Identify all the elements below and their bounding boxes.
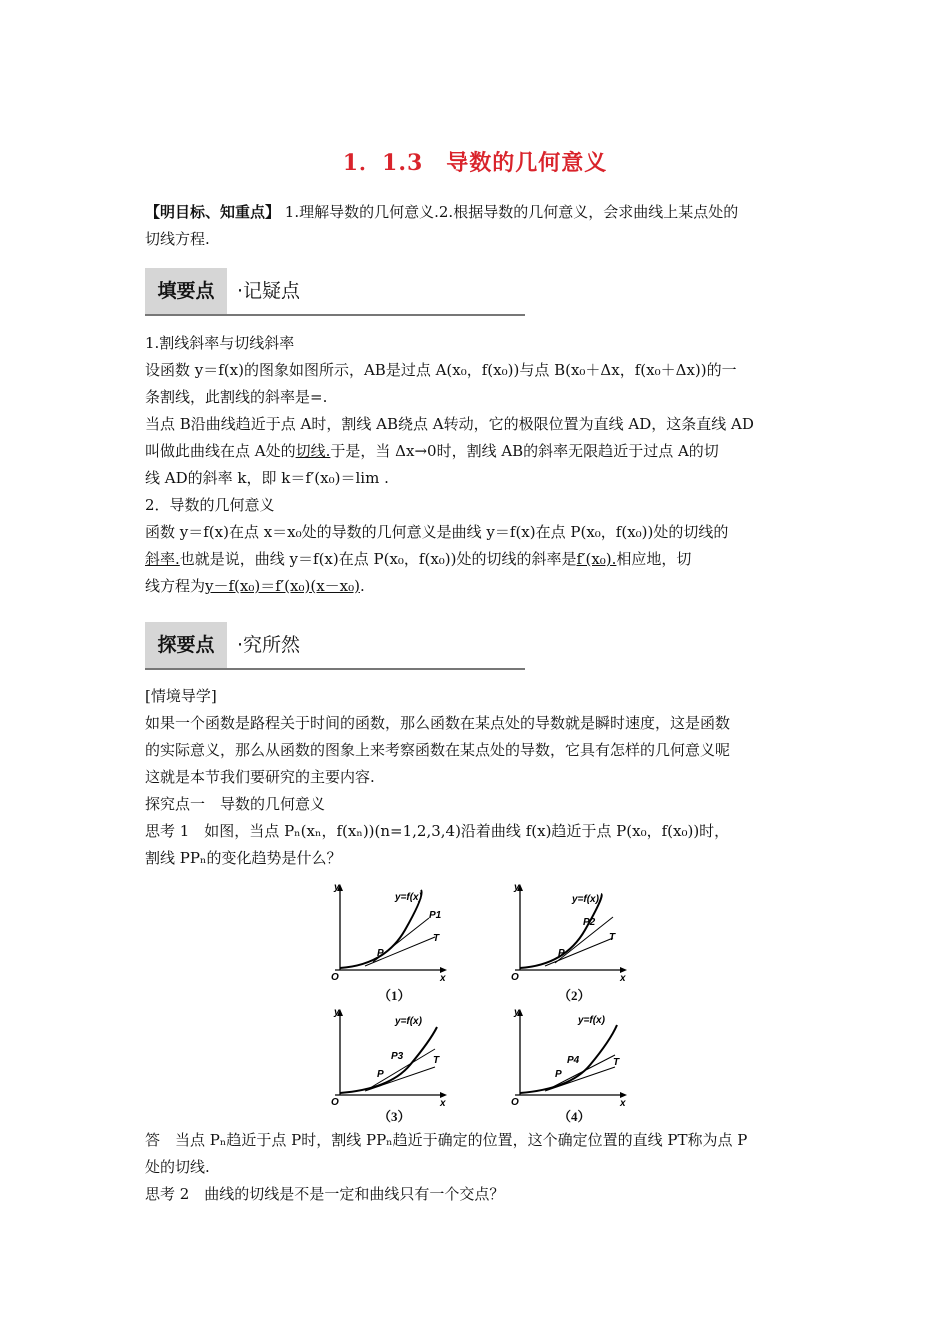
think-1: 思考 1 如图，当点 Pₙ(xₙ，f(xₙ))(n=1,2,3,4)沿着曲线 f(x)趋近于点 P(x₀，f(x₀))时， <box>145 822 730 840</box>
learning-goals <box>145 199 810 253</box>
text-span: 叫做此曲线在点 A处的 <box>145 442 296 460</box>
section2-body <box>145 683 810 872</box>
graph-secant-1 <box>325 880 455 985</box>
heading-geometric-meaning: 2．导数的几何意义 <box>145 496 275 514</box>
point-p-label: P <box>555 1069 562 1080</box>
figure-caption: （3） <box>378 1109 411 1124</box>
section-subtitle: ·记疑点 <box>237 280 301 302</box>
goals-line-1: 1.理解导数的几何意义.2.根据导数的几何意义，会求曲线上某点处的 <box>284 203 739 221</box>
explore-heading: 探究点一 导数的几何意义 <box>145 795 326 813</box>
section1-body <box>145 330 810 600</box>
origin-label: O <box>511 1097 519 1108</box>
think-1-cont: 割线 PPₙ的变化趋势是什么？ <box>145 849 342 867</box>
section-box: 填要点 <box>145 268 227 314</box>
figure-4 <box>505 1005 635 1114</box>
tangent-label: T <box>433 933 440 944</box>
answer-1: 答 当点 Pₙ趋近于点 P时，割线 PPₙ趋近于确定的位置，这个确定位置的直线 PT称为点 P <box>145 1131 748 1149</box>
origin-label: O <box>331 972 339 983</box>
graph-secant-3 <box>325 1005 455 1110</box>
x-axis-label: x <box>440 973 446 984</box>
section-header-fill-points <box>145 268 525 316</box>
page-title: 1．1.3 导数的几何意义 <box>342 150 608 176</box>
text-line: 条割线，此割线的斜率是=. <box>145 388 328 406</box>
heading-secant-tangent: 1.割线斜率与切线斜率 <box>145 334 295 352</box>
graph-secant-2 <box>505 880 635 985</box>
y-axis-label: y <box>334 1007 340 1018</box>
text-line <box>145 573 810 600</box>
blank-answer: y－f(x₀)＝f′(x₀)(x－x₀) <box>205 577 360 595</box>
graph-secant-4 <box>505 1005 635 1110</box>
point-pn-label: P3 <box>391 1051 404 1062</box>
point-p-label: P <box>377 948 384 959</box>
figure-1 <box>325 880 455 989</box>
text-line: 的实际意义，那么从函数的图象上来考察函数在某点处的导数，它具有怎样的几何意义呢 <box>145 741 731 759</box>
section-header-explore <box>145 622 525 670</box>
text-span: . <box>360 577 365 595</box>
y-axis-label: y <box>514 1007 520 1018</box>
text-span: 于是，当 Δx→0时，割线 AB的斜率无限趋近于过点 A的切 <box>330 442 719 460</box>
point-p-label: P <box>377 1069 384 1080</box>
figure-caption: （2） <box>558 988 591 1003</box>
figure-2 <box>505 880 635 989</box>
origin-label: O <box>511 972 519 983</box>
text-span: 也就是说，曲线 y＝f(x)在点 P(x₀，f(x₀))处的切线的斜率是 <box>179 550 577 568</box>
curve-label: y=f(x) <box>578 1015 605 1026</box>
figure-3 <box>325 1005 455 1114</box>
goals-line-2: 切线方程. <box>145 230 210 248</box>
curve-label: y=f(x) <box>572 894 599 905</box>
figure-caption: （4） <box>558 1109 591 1124</box>
think-2: 思考 2 曲线的切线是不是一定和曲线只有一个交点？ <box>145 1185 505 1203</box>
curve-label: y=f(x) <box>395 892 422 903</box>
section-box: 探要点 <box>145 622 227 668</box>
point-p-label: P <box>558 948 565 959</box>
x-axis-label: x <box>620 973 626 984</box>
point-pn-label: P1 <box>429 910 442 921</box>
curve-label: y=f(x) <box>395 1016 422 1027</box>
answer-1-cont: 处的切线. <box>145 1158 210 1176</box>
x-axis-label: x <box>620 1098 626 1109</box>
text-line: 这就是本节我们要研究的主要内容. <box>145 768 375 786</box>
blank-answer: f′(x₀). <box>576 550 617 568</box>
tangent-label: T <box>433 1055 440 1066</box>
figure-caption: （1） <box>378 988 411 1003</box>
text-line: 函数 y＝f(x)在点 x＝x₀处的导数的几何意义是曲线 y＝f(x)在点 P(x₀，f(x₀))处的切线的 <box>145 523 729 541</box>
text-line <box>145 438 810 465</box>
y-axis-label: y <box>514 882 520 893</box>
goals-label: 【明目标、知重点】 <box>145 203 281 221</box>
text-line: 当点 B沿曲线趋近于点 A时，割线 AB绕点 A转动，它的极限位置为直线 AD，这条直线 AD <box>145 415 754 433</box>
tangent-label: T <box>613 1057 620 1068</box>
y-axis-label: y <box>334 882 340 893</box>
text-span: 线方程为 <box>145 577 206 595</box>
text-line: 线 AD的斜率 k，即 k＝f′(x₀)＝lim . <box>145 469 389 487</box>
origin-label: O <box>331 1097 339 1108</box>
text-line <box>145 546 810 573</box>
tangent-label: T <box>609 932 616 943</box>
answer-and-think-2 <box>145 1127 810 1208</box>
situation-label: [情境导学] <box>145 687 217 705</box>
text-line: 设函数 y＝f(x)的图象如图所示，AB是过点 A(x₀，f(x₀))与点 B(x₀＋Δx，f(x₀＋Δx))的一 <box>145 361 737 379</box>
blank-answer: 切线. <box>295 442 331 460</box>
x-axis-label: x <box>440 1098 446 1109</box>
section-subtitle: ·究所然 <box>237 634 301 656</box>
blank-answer: 斜率. <box>145 550 180 568</box>
text-line: 如果一个函数是路程关于时间的函数，那么函数在某点处的导数就是瞬时速度，这是函数 <box>145 714 731 732</box>
point-pn-label: P2 <box>583 917 596 928</box>
point-pn-label: P4 <box>567 1055 580 1066</box>
text-span: 相应地，切 <box>616 550 692 568</box>
